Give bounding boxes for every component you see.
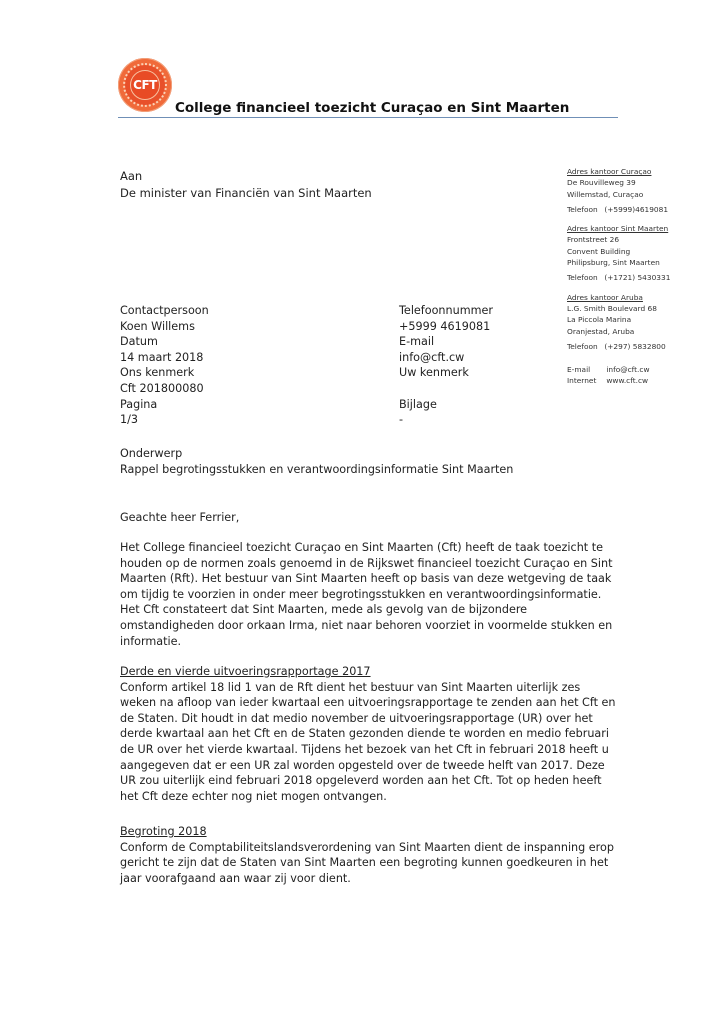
- phone-value: (+1721) 5430331: [604, 273, 671, 283]
- recipient-label: Aan: [120, 169, 143, 183]
- paragraph-line: gericht te zijn dat de Staten van Sint Maarten een begroting kunnen goedkeuren in het: [120, 856, 609, 870]
- subject-block: [120, 446, 513, 478]
- page-label: Pagina: [120, 397, 158, 411]
- paragraph-line: Conform artikel 18 lid 1 van de Rft dient het bestuur van Sint Maarten uiterlijk zes: [120, 680, 581, 694]
- our-reference-value: Cft 201800080: [120, 381, 204, 395]
- office-address-line: Oranjestad, Aruba: [567, 326, 635, 336]
- salutation: Geachte heer Ferrier,: [120, 511, 240, 524]
- paragraph-line: houden op de normen zoals genoemd in de Rijkswet financieel toezicht Curaçao en Sint: [120, 556, 613, 570]
- office-title: Adres kantoor Curaçao: [567, 167, 652, 176]
- paragraph-line: Het Cft constateert dat Sint Maarten, mede als gevolg van de bijzondere: [120, 603, 528, 617]
- office-sint-maarten: [567, 223, 717, 283]
- website-link[interactable]: www.cft.cw: [606, 376, 649, 386]
- logo-inner: [130, 70, 160, 100]
- paragraph-line: aangegeven dat er een UR zal worden opgesteld over de tweede helft van 2017. Deze: [120, 758, 605, 772]
- section-uitvoeringsrapportage: [120, 664, 620, 804]
- email-label: E-mail: [399, 335, 435, 349]
- office-address-line: De Rouvilleweg 39: [567, 178, 636, 188]
- recipient-block: [120, 168, 372, 202]
- internet-row: [567, 375, 717, 386]
- office-address-line: Frontstreet 26: [567, 235, 620, 245]
- paragraph-line: Conform de Comptabiliteitslandsverordening van Sint Maarten dient de inspanning erop: [120, 840, 614, 854]
- attachment-value: -: [399, 413, 404, 427]
- subject-text: Rappel begrotingsstukken en verantwoordingsinformatie Sint Maarten: [120, 463, 514, 476]
- paragraph-line: om tijdig te voorzien in onder meer begrotingsstukken en verantwoordingsinformatie.: [120, 587, 602, 601]
- paragraph-line: het Cft deze echter nog niet mogen ontvangen.: [120, 789, 387, 803]
- paragraph-line: de UR over het vierde kwartaal. Tijdens het bezoek van het Cft in februari 2018 heeft u: [120, 742, 609, 756]
- email-label: E-mail: [567, 365, 591, 375]
- recipient-name: De minister van Financiën van Sint Maarten: [120, 186, 372, 200]
- paragraph-line: omstandigheden door orkaan Irma, niet naar behoren voorziet in voormelde stukken en: [120, 618, 613, 632]
- org-title: College financieel toezicht Curaçao en Sint Maarten: [175, 100, 570, 116]
- office-title: Adres kantoor Sint Maarten: [567, 224, 669, 234]
- header-divider: [118, 117, 618, 118]
- your-reference-value: [399, 381, 493, 397]
- attachment-label: Bijlage: [399, 397, 437, 411]
- paragraph-line: jaar voorafgaand aan waar zij voor dient.: [120, 871, 351, 885]
- phone-value: (+297) 5832800: [604, 341, 666, 351]
- internet-label: Internet: [567, 376, 597, 386]
- contact-person-value: Koen Willems: [120, 319, 195, 333]
- page-value: 1/3: [120, 413, 139, 427]
- office-phone: [567, 341, 717, 352]
- office-address-line: La Piccola Marina: [567, 315, 632, 325]
- phone-number-label: Telefoonnummer: [399, 304, 493, 317]
- date-value: 14 maart 2018: [120, 350, 204, 364]
- phone-label: Telefoon: [567, 341, 598, 351]
- office-curacao: [567, 166, 717, 215]
- section-title: Derde en vierde uitvoeringsrapportage 2017: [120, 665, 371, 678]
- date-label: Datum: [120, 335, 158, 349]
- phone-label: Telefoon: [567, 204, 598, 214]
- office-address-line: L.G. Smith Boulevard 68: [567, 303, 657, 313]
- our-reference-label: Ons kenmerk: [120, 366, 195, 380]
- subject-label: Onderwerp: [120, 447, 183, 460]
- email-row: [567, 364, 717, 375]
- office-phone: [567, 272, 717, 283]
- paragraph-line: Het College financieel toezicht Curaçao en Sint Maarten (Cft) heeft de taak toezicht te: [120, 541, 603, 554]
- cft-logo: [118, 58, 172, 112]
- office-address-line: Convent Building: [567, 246, 631, 256]
- logo-text: CFT: [133, 78, 157, 92]
- phone-number-value: +5999 4619081: [399, 319, 491, 333]
- office-address-line: Philipsburg, Sint Maarten: [567, 258, 660, 268]
- phone-label: Telefoon: [567, 273, 598, 283]
- paragraph-line: de Staten. Dit houdt in dat medio november de uitvoeringsrapportage (UR) over het: [120, 711, 593, 725]
- office-phone: [567, 204, 717, 215]
- paragraph-line: weken na afloop van ieder kwartaal een uitvoeringsrapportage te zenden aan het Cft en: [120, 696, 616, 710]
- office-aruba: [567, 292, 717, 352]
- phone-value: (+5999)4619081: [604, 204, 669, 214]
- office-address-line: Willemstad, Curaçao: [567, 189, 644, 199]
- office-title: Adres kantoor Aruba: [567, 292, 643, 302]
- contact-person-label: Contactpersoon: [120, 304, 209, 317]
- paragraph-line: UR zou uiterlijk eind februari 2018 opgeleverd worden aan het Cft. Tot op heden heeft: [120, 774, 602, 788]
- office-addresses: [567, 166, 717, 387]
- meta-right-column: [399, 303, 493, 428]
- section-begroting: [120, 824, 620, 886]
- paragraph-line: derde kwartaal aan het Cft en de Staten gezonden diende te worden en medio februari: [120, 727, 609, 741]
- email-value[interactable]: info@cft.cw: [399, 350, 465, 364]
- email-link[interactable]: info@cft.cw: [606, 365, 650, 375]
- your-reference-label: Uw kenmerk: [399, 366, 469, 380]
- paragraph-line: Maarten (Rft). Het bestuur van Sint Maarten heeft op basis van deze wetgeving de taak: [120, 572, 612, 586]
- contact-info: [567, 364, 717, 387]
- intro-paragraph: [120, 540, 620, 649]
- paragraph-line: informatie.: [120, 634, 182, 648]
- meta-left-column: [120, 303, 209, 428]
- section-title: Begroting 2018: [120, 825, 207, 838]
